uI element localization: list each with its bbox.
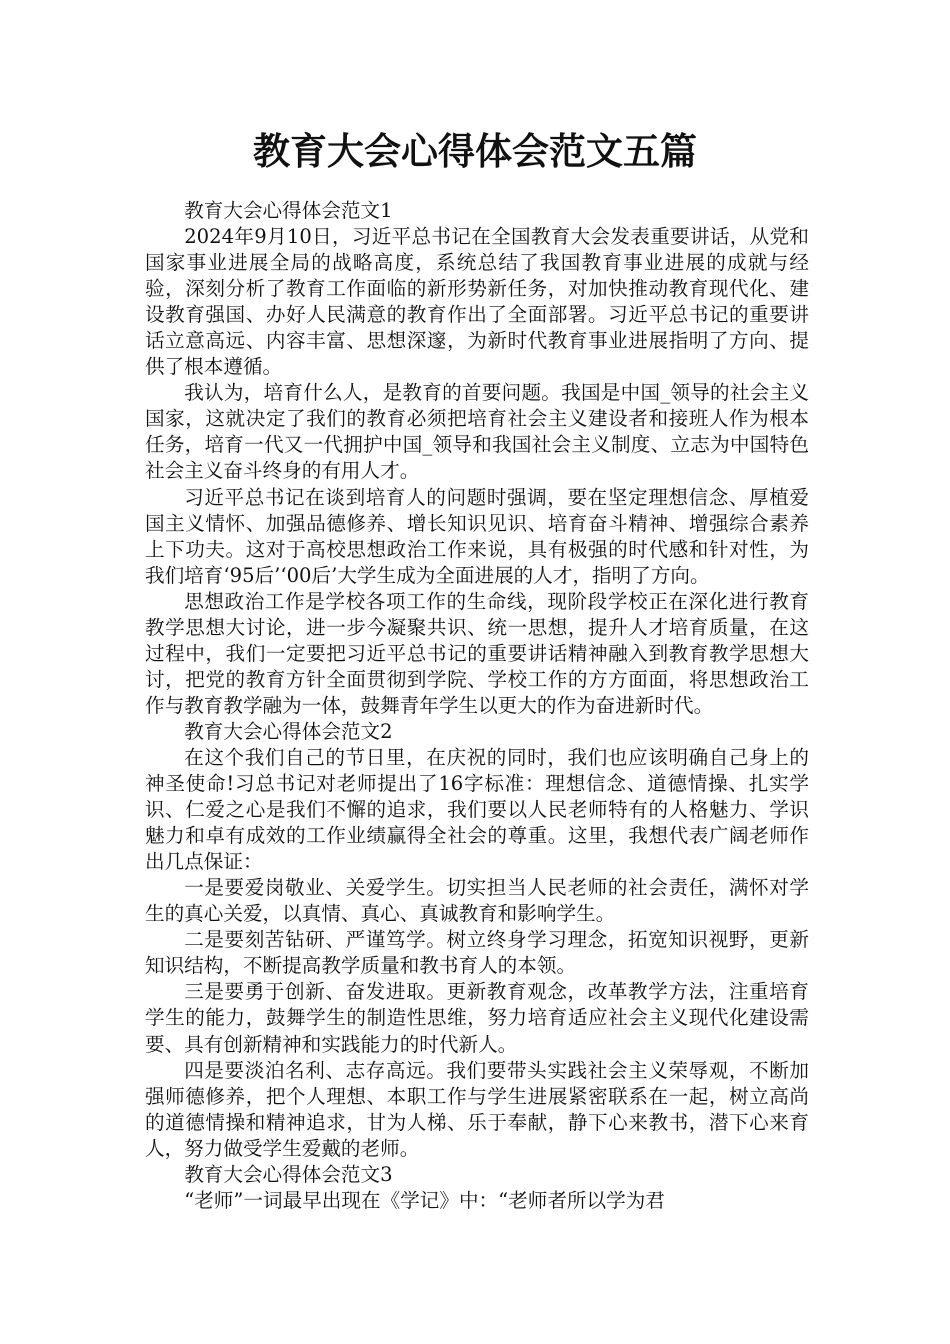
section-heading-2: 教育大会心得体会范文2 [184, 719, 393, 743]
section-heading-3: 教育大会心得体会范文3 [184, 1162, 393, 1186]
paragraph: 三是要勇于创新、奋发进取。更新教育观念，改革教学方法，注重培育学生的能力，鼓舞学生的制造性思维，努力培育适应社会主义现代化建设需要、具有创新精神和实践能力的时代新人。 [145, 980, 809, 1056]
paragraph: “老师”一词最早出现在《学记》中：“老师者所以学为君 [184, 1188, 665, 1212]
paragraph: 四是要淡泊名利、志存高远。我们要带头实践社会主义荣辱观，不断加强师德修养，把个人理想、本职工作与学生进展紧密联系在一起，树立高尚的道德情操和精神追求，甘为人梯、乐于奉献，静下心来教书，潜下心来育人，努力做受学生爱戴的老师。 [145, 1058, 809, 1160]
paragraph: 我认为，培育什么人，是教育的首要问题。我国是中国_领导的社会主义国家，这就决定了我们的教育必须把培育社会主义建设者和接班人作为根本任务，培育一代又一代拥护中国_领导和我国社会主义制度、立志为中国特色社会主义奋斗终身的有用人才。 [145, 381, 809, 483]
paragraph: 习近平总书记在谈到培育人的问题时强调，要在坚定理想信念、厚植爱国主义情怀、加强品德修养、增长知识见识、培育奋斗精神、增强综合素养上下功夫。这对于高校思想政治工作来说，具有极强的时代感和针对性，为我们培育‘95后’‘00后’大学生成为全面进展的人才，指明了方向。 [145, 485, 809, 587]
document-body [145, 198, 809, 1214]
paragraph: 在这个我们自己的节日里，在庆祝的同时，我们也应该明确自己身上的神圣使命!习总书记对老师提出了16字标准：理想信念、道德情操、扎实学识、仁爱之心是我们不懈的追求，我们要以人民老师特有的人格魅力、学识魅力和卓有成效的工作业绩赢得全社会的尊重。这里，我想代表广阔老师作出几点保证： [145, 745, 809, 874]
paragraph: 2024年9月10日，习近平总书记在全国教育大会发表重要讲话，从党和国家事业进展全局的战略高度，系统总结了我国教育事业进展的成就与经验，深刻分析了教育工作面临的新形势新任务，对加快推动教育现代化、建设教育强国、办好人民满意的教育作出了全面部署。习近平总书记的重要讲话立意高远、内容丰富、思想深邃，为新时代教育事业进展指明了方向、提供了根本遵循。 [145, 225, 809, 379]
paragraph: 二是要刻苦钻研、严谨笃学。树立终身学习理念，拓宽知识视野，更新知识结构，不断提高教学质量和教书育人的本领。 [145, 928, 809, 978]
section-heading-1: 教育大会心得体会范文1 [184, 199, 393, 222]
paragraph: 思想政治工作是学校各项工作的生命线，现阶段学校正在深化进行教育教学思想大讨论，进一步今凝聚共识、统一思想，提升人才培育质量，在这过程中，我们一定要把习近平总书记的重要讲话精神融入到教育教学思想大讨，把党的教育方针全面贯彻到学院、学校工作的方方面面，将思想政治工作与教育教学融为一体，鼓舞青年学生以更大的作为奋进新时代。 [145, 589, 809, 717]
document-title: 教育大会心得体会范文五篇 [253, 130, 697, 173]
paragraph: 一是要爱岗敬业、关爱学生。切实担当人民老师的社会责任，满怀对学生的真心关爱，以真情、真心、真诚教育和影响学生。 [145, 876, 809, 926]
